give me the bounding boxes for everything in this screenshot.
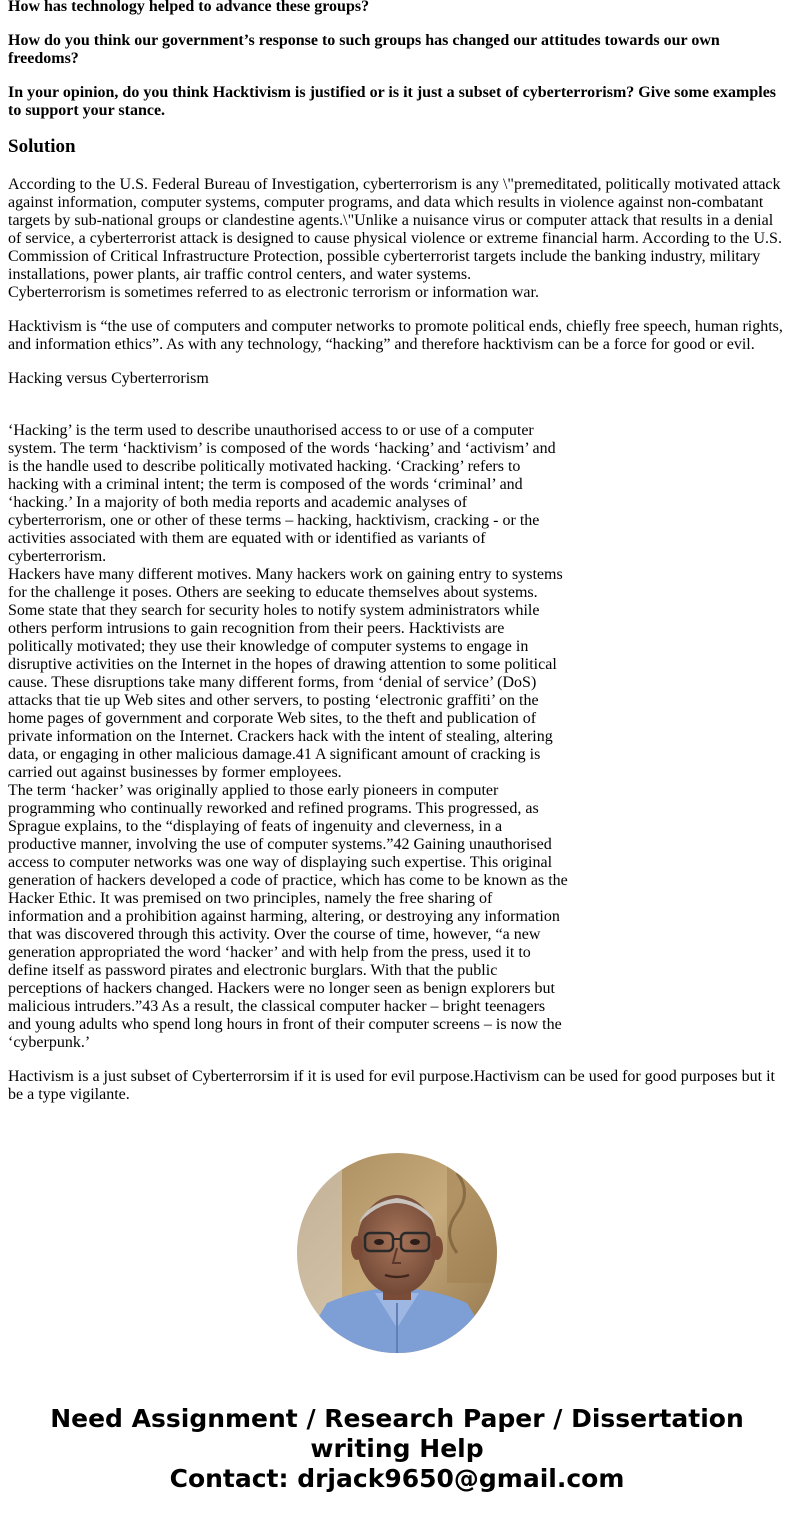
- paragraph-cyberterrorism: [8, 176, 786, 302]
- solution-heading: Solution: [8, 136, 76, 157]
- section-title: Hacking versus Cyberterrorism: [8, 370, 209, 387]
- question-3: In your opinion, do you think Hacktivism is justified or is it just a subset of cyberterrorism? Give some examples to support your stance.: [8, 84, 777, 119]
- paragraph-cyberterrorism-main: According to the U.S. Federal Bureau of Investigation, cyberterrorism is any \"premeditated, politically motivated attack against information, computer systems, computer programs, and data which results in violence against non-combatant targets by sub-national groups or clandestine agents.\"Unlike a nuisance virus or computer attack that results in a denial of service, a cyberterrorist attack is designed to cause physical violence or extreme financial harm. According to the U.S. Commission of Critical Infrastructure Protection, possible cyberterrorist targets include the banking industry, military installations, power plants, air traffic control centers, and water systems.: [8, 176, 782, 283]
- paragraph-cyberterrorism-tail: Cyberterrorism is sometimes referred to as electronic terrorism or information war.: [8, 284, 539, 301]
- footer-headline: Need Assignment / Research Paper / Dissertation writing Help: [50, 1404, 744, 1463]
- avatar-portrait: [297, 1153, 497, 1353]
- footer-contact: [0, 1404, 794, 1494]
- paragraph-hacking-definition: ‘Hacking’ is the term used to describe unauthorised access to or use of a computer system. The term ‘hacktivism’ is composed of the words ‘hacking’ and ‘activism’ and is the handle used to describe politically motivated hacking. ‘Cracking’ refers to hacking with a criminal intent; the term is composed of the words ‘criminal’ and ‘hacking.’ In a majority of both media reports and academic analyses of cyberterrorism, one or other of these terms – hacking, hacktivism, cracking - or the activities associated with them are equated with or identified as variants of cyberterrorism.: [8, 422, 556, 565]
- author-avatar: [297, 1153, 497, 1353]
- hacking-section: [8, 422, 568, 1052]
- question-2: How do you think our government’s response to such groups has changed our attitudes towards our own freedoms?: [8, 32, 720, 67]
- paragraph-conclusion: Hactivism is a just subset of Cyberterrorsim if it is used for evil purpose.Hactivism can be used for good purposes but it be a type vigilante.: [8, 1068, 775, 1103]
- paragraph-hacker-motives: Hackers have many different motives. Many hackers work on gaining entry to systems for the challenge it poses. Others are seeking to educate themselves about systems. Some state that they search for security holes to notify system administrators while others perform intrusions to gain recognition from their peers. Hacktivists are politically motivated; they use their knowledge of computer systems to engage in disruptive activities on the Internet in the hopes of drawing attention to some political cause. These disruptions take many different forms, from ‘denial of service’ (DoS) attacks that tie up Web sites and other servers, to posting ‘electronic graffiti’ on the home pages of government and corporate Web sites, to the theft and publication of private information on the Internet. Crackers hack with the intent of stealing, altering data, or engaging in other malicious damage.41 A significant amount of cracking is carried out against businesses by former employees.: [8, 566, 563, 781]
- paragraph-hacker-history: The term ‘hacker’ was originally applied to those early pioneers in computer programming who continually reworked and refined programs. This progressed, as Sprague explains, to the “displaying of feats of ingenuity and cleverness, in a productive manner, involving the use of computer systems.”42 Gaining unauthorised access to computer networks was one way of displaying such expertise. This original generation of hackers developed a code of practice, which has come to be known as the Hacker Ethic. It was premised on two principles, namely the free sharing of information and a prohibition against harming, altering, or destroying any information that was discovered through this activity. Over the course of time, however, “a new generation appropriated the word ‘hacker’ and with help from the press, used it to define itself as password pirates and electronic burglars. With that the public perceptions of hackers changed. Hackers were no longer seen as benign explorers but malicious intruders.”43 As a result, the classical computer hacker – bright teenagers and young adults who spend long hours in front of their computer screens – is now the ‘cyberpunk.’: [8, 782, 568, 1051]
- spacer: [8, 404, 786, 422]
- question-1: How has technology helped to advance these groups?: [8, 0, 370, 15]
- paragraph-hacktivism: Hacktivism is “the use of computers and computer networks to promote political ends, chiefly free speech, human rights, and information ethics”. As with any technology, “hacking” and therefore hacktivism can be a force for good or evil.: [8, 318, 783, 353]
- article-body: [8, 0, 786, 1120]
- footer-email: Contact: drjack9650@gmail.com: [169, 1464, 625, 1493]
